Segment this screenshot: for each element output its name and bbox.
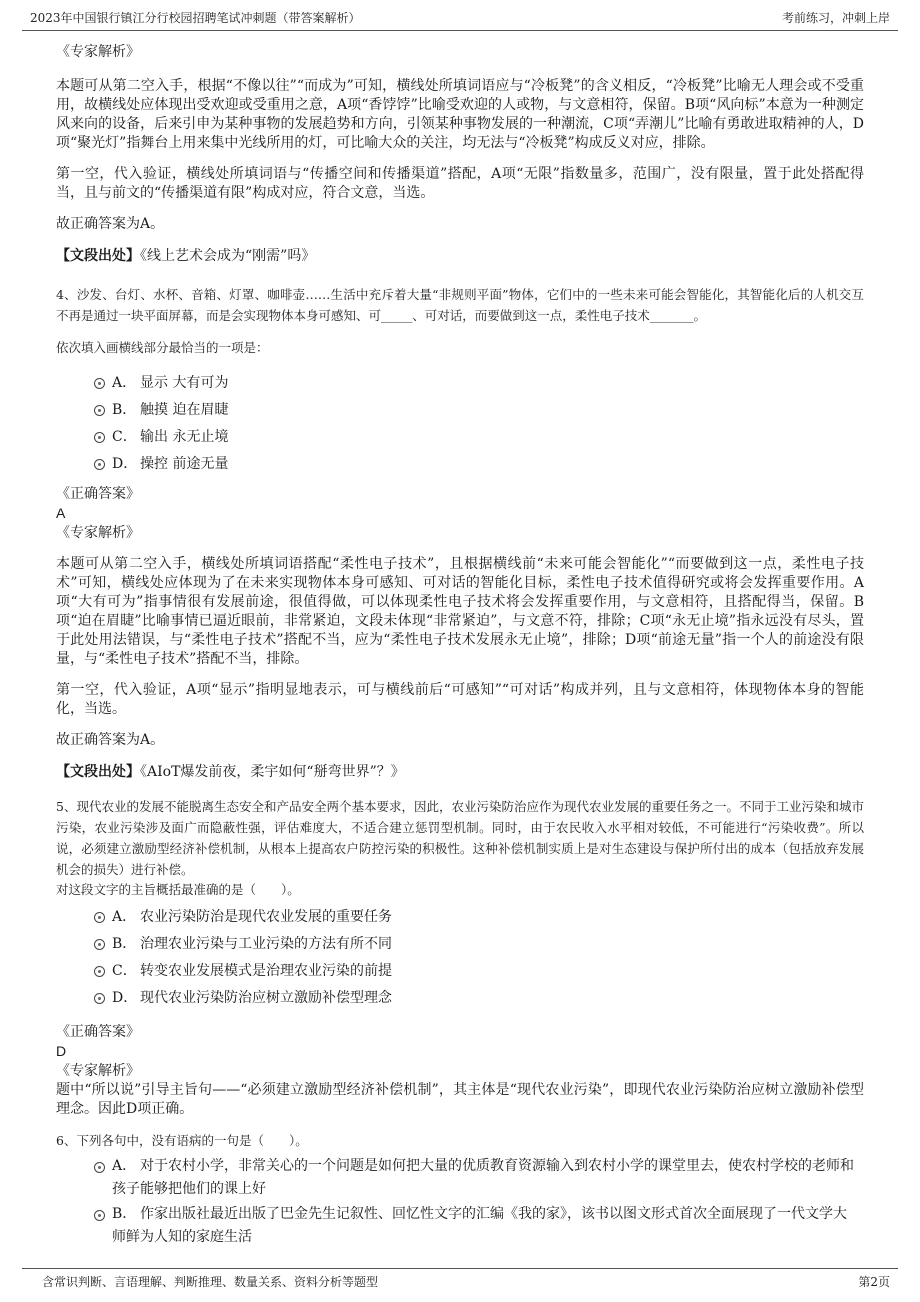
radio-icon[interactable] <box>94 939 105 950</box>
q6-option-a[interactable]: A． 对于农村小学，非常关心的一个问题是如何把大量的优质教育资源输入到农村小学的课堂里去，使农村学校的老师和孩子能够把他们的课上好 <box>56 1155 864 1201</box>
q3-analysis-paragraph-1: 本题可从第二空入手，根据“不像以往”“而成为”可知，横线处所填词语应与“冷板凳”的含义相反，“冷板凳”比喻无人理会或不受重用，故横线处应体现出受欢迎或受重用之意，A项“香饽饽”比喻受欢迎的人或物，与文意相符，保留。B项“风向标”本意为一种测定风来向的设备，后来引申为某种事物的发展趋势和方向，引领某种事物发展的一种潮流，C项“弄潮儿”比喻有勇敢进取精神的人，D项“聚光灯”指舞台上用来集中光线所用的灯，可比喻大众的关注，均无法与“冷板凳”构成反义对应，排除。 <box>56 78 864 151</box>
document-title: 2023年中国银行镇江分行校园招聘笔试冲刺题（带答案解析） <box>30 11 361 25</box>
q5-options <box>56 904 864 1012</box>
radio-icon[interactable] <box>94 966 105 977</box>
radio-icon[interactable] <box>94 378 105 389</box>
radio-icon[interactable] <box>94 432 105 443</box>
q4-option-c[interactable]: C． 输出 永无止境 <box>56 424 864 451</box>
page-header <box>22 8 898 31</box>
q5-option-c[interactable]: C． 转变农业发展模式是治理农业污染的前提 <box>56 958 864 985</box>
q4-options <box>56 370 864 478</box>
radio-icon[interactable] <box>94 405 105 416</box>
q5-answer: D <box>56 1043 67 1059</box>
radio-icon[interactable] <box>94 1162 105 1173</box>
q3-source <box>56 246 864 266</box>
q4-question-text: 4、沙发、台灯、水杯、音箱、灯罩、咖啡壶……生活中充斥着大量“非规则平面”物体，它们中的一些未来可能会智能化，其智能化后的人机交互不再是通过一块平面屏幕，而是会实现物体本身可感知、可_____、可对话，而要做到这一点，柔性电子技术_______。 <box>56 287 864 323</box>
q5-option-d[interactable]: D． 现代农业污染防治应树立激励补偿型理念 <box>56 985 864 1012</box>
q4-option-b[interactable]: B． 触摸 迫在眉睫 <box>56 397 864 424</box>
q4-analysis-paragraph-1: 本题可从第二空入手，横线处所填词语搭配“柔性电子技术”，且根据横线前“未来可能会智能化”“而要做到这一点，柔性电子技术”可知，横线处应体现为了在未来实现物体本身可感知、可对话的智能化目标，柔性电子技术值得研究或将会发挥重要作用。A项“大有可为”指事情很有发展前途，很值得做，可以体现柔性电子技术将会发挥重要作用，与文意相符，且搭配得当，保留。B项“迫在眉睫”比喻事情已逼近眼前，非常紧迫，文段未体现“非常紧迫”，与文意不符，排除；C项“永无止境”指永远没有尽头，置于此处用法错误，与“柔性电子技术”搭配不当，应为“柔性电子技术发展永无止境”，排除；D项“前途无量”指一个人的前途没有限量，与“柔性电子技术”搭配不当，排除。 <box>56 556 864 667</box>
q3-source-label: 【文段出处】 <box>56 248 140 264</box>
q4-source <box>56 762 864 782</box>
q5-option-b[interactable]: B． 治理农业污染与工业污染的方法有所不同 <box>56 931 864 958</box>
page-footer <box>22 1268 898 1293</box>
q6-option-b[interactable]: B． 作家出版社最近出版了巴金先生记叙性、回忆性文字的汇编《我的家》，该书以图文形式首次全面展现了一代文学大师鲜为人知的家庭生活 <box>56 1203 864 1249</box>
q4-analysis-paragraph-2: 第一空，代入验证，A项“显示”指明显地表示，可与横线前后“可感知”“可对话”构成并列，且与文意相符，体现物体本身的智能化，当选。 <box>56 682 864 717</box>
q5-analysis-paragraph-1: 题中“所以说”引导主旨句——“必须建立激励型经济补偿机制”，其主体是“现代农业污染”，即现代农业污染防治应树立激励补偿型理念。因此D项正确。 <box>56 1082 864 1117</box>
q3-source-title: 《线上艺术会成为“刚需”吗》 <box>140 248 316 264</box>
q5-answer-label: 《正确答案》 <box>56 1024 140 1040</box>
q5-prompt: 对这段文字的主旨概括最准确的是（ ）。 <box>56 882 300 897</box>
q3-analysis-label: 《专家解析》 <box>56 44 140 60</box>
q4-answer-label: 《正确答案》 <box>56 486 140 502</box>
q6-question-text: 6、下列各句中，没有语病的一句是（ ）。 <box>56 1133 308 1148</box>
q4-option-d[interactable]: D． 操控 前途无量 <box>56 451 864 478</box>
q6-options <box>56 1155 864 1249</box>
q3-conclusion: 故正确答案为A。 <box>56 216 165 232</box>
radio-icon[interactable] <box>94 912 105 923</box>
q4-answer: A <box>56 505 66 521</box>
radio-icon[interactable] <box>94 1210 105 1221</box>
page-number: 第2页 <box>858 1275 890 1289</box>
q3-analysis-paragraph-2: 第一空，代入验证，横线处所填词语与“传播空间和传播渠道”搭配，A项“无限”指数量多，范围广，没有限量，置于此处搭配得当，且与前文的“传播渠道有限”构成对应，符合文意，当选。 <box>56 166 864 201</box>
q4-conclusion: 故正确答案为A。 <box>56 732 165 748</box>
page-content <box>56 40 864 1249</box>
header-tagline: 考前练习，冲刺上岸 <box>781 11 890 25</box>
q5-option-a[interactable]: A． 农业污染防治是现代农业发展的重要任务 <box>56 904 864 931</box>
q5-question-text: 5、现代农业的发展不能脱离生态安全和产品安全两个基本要求，因此，农业污染防治应作为现代农业发展的重要任务之一。不同于工业污染和城市污染，农业污染涉及面广而隐蔽性强，评估难度大，不适合建立惩罚型机制。同时，由于农民收入水平相对较低，不可能进行“污染收费”。所以说，必须建立激励型经济补偿机制，从根本上提高农户防控污染的积极性。这种补偿机制实质上是对生态建设与保护所付出的成本（包括放弃发展机会的损失）进行补偿。 <box>56 799 864 877</box>
q4-option-a[interactable]: A． 显示 大有可为 <box>56 370 864 397</box>
radio-icon[interactable] <box>94 459 105 470</box>
q4-source-title: 《AIoT爆发前夜，柔宇如何“掰弯世界”？》 <box>140 764 405 780</box>
q4-analysis-label: 《专家解析》 <box>56 525 140 541</box>
radio-icon[interactable] <box>94 993 105 1004</box>
q5-analysis-label: 《专家解析》 <box>56 1063 140 1079</box>
footer-categories: 含常识判断、言语理解、判断推理、数量关系、资料分析等题型 <box>42 1275 379 1289</box>
q4-source-label: 【文段出处】 <box>56 764 140 780</box>
q4-prompt: 依次填入画横线部分最恰当的一项是： <box>56 340 269 355</box>
